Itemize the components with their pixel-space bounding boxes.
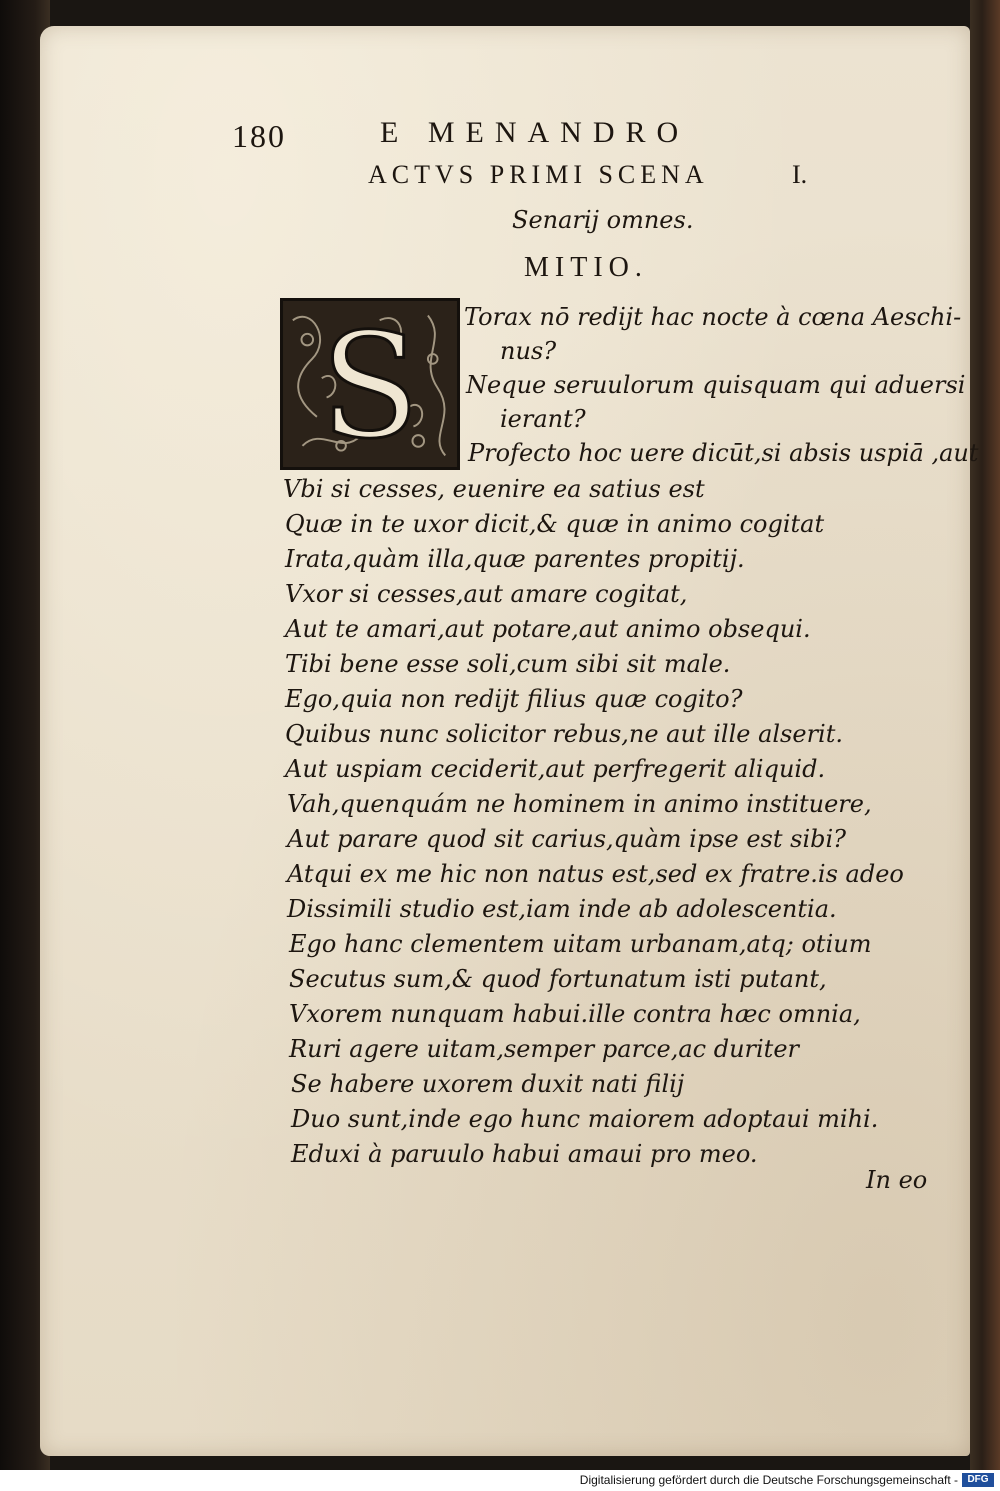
- verse-line: Torax nō rediјt hac nocte à cœna Aeschi-: [464, 303, 962, 331]
- digitization-credit: Digitalisierung gefördert durch die Deutsche Forschungsgemeinschaft -: [579, 1473, 958, 1487]
- verse-line: Secutus sum,& quod fortunatum isti putant,: [289, 965, 827, 993]
- scene-number: I.: [792, 160, 808, 189]
- page-folio: 180: [232, 118, 286, 154]
- verse-line: Se habere uxorem duxit nati filij: [291, 1070, 685, 1098]
- running-title: E MENANDRO: [380, 116, 690, 149]
- verse-line: Ego hanc clementem uitam urbanam,atq; otium: [289, 930, 872, 958]
- speaker-name: MITIO.: [524, 252, 648, 283]
- verse-line: Quibus nunc solicitor rebus,ne aut ille alserit.: [285, 720, 843, 748]
- verse-line: Irata,quàm illa,quæ parentes propitij.: [285, 545, 745, 573]
- decorated-initial: [280, 298, 460, 470]
- verse-line: Neque seruulorum quisquam qui aduersi: [466, 371, 966, 399]
- verse-line: Aut te amari,aut potare,aut animo obsequi.: [285, 615, 811, 643]
- verse-line: Quæ in te uxor dicit,& quæ in animo cogitat: [285, 510, 825, 538]
- verse-line: ierant?: [500, 405, 586, 433]
- verse-line: Duo sunt,inde ego hunc maiorem adoptaui mihi.: [291, 1105, 879, 1133]
- verse-line: Vxor si cesses,aut amare cogitat,: [285, 580, 688, 608]
- catchword: In eo: [866, 1166, 928, 1194]
- verse-line: Vbi si cesses, euenire ea satius est: [283, 475, 705, 503]
- act-heading: ACTVS PRIMI SCENA: [368, 160, 709, 189]
- verse-line: Atqui ex me hic non natus est,sed ex fratre.is adeo: [287, 860, 904, 888]
- verse-line: Eduxi à paruulo habui amaui pro meo.: [291, 1140, 758, 1168]
- verse-line: Profecto hoc uere dicūt,si absis uspiā ,aut: [468, 439, 979, 467]
- verse-line: Ruri agere uitam,semper parce,ac duriter: [289, 1035, 799, 1063]
- verse-line: nus?: [500, 337, 557, 365]
- verse-line: Vxorem nunquam habui.ille contra hæc omnia,: [289, 1000, 861, 1028]
- verse-line: Tibi bene esse soli,cum sibi sit male.: [285, 650, 731, 678]
- verse-line: Vah,quenquám ne hominem in animo instituere,: [287, 790, 872, 818]
- meter-note: Senarij omnes.: [512, 206, 694, 234]
- dfg-logo[interactable]: DFG: [962, 1473, 994, 1487]
- initial-letter: S: [320, 303, 420, 467]
- scan-edge-right: [970, 0, 1000, 1470]
- verse-line: Ego,quia non rediјt filius quæ cogito?: [285, 685, 743, 713]
- verse-line: Aut uspiam ceciderit,aut perfregerit aliquid.: [285, 755, 826, 783]
- verse-line: Dissimili studio est,iam inde ab adolescentia.: [287, 895, 837, 923]
- decorated-initial-icon: [283, 301, 457, 467]
- verse-line: Aut parare quod sit carius,quàm ipse est sibi?: [287, 825, 847, 853]
